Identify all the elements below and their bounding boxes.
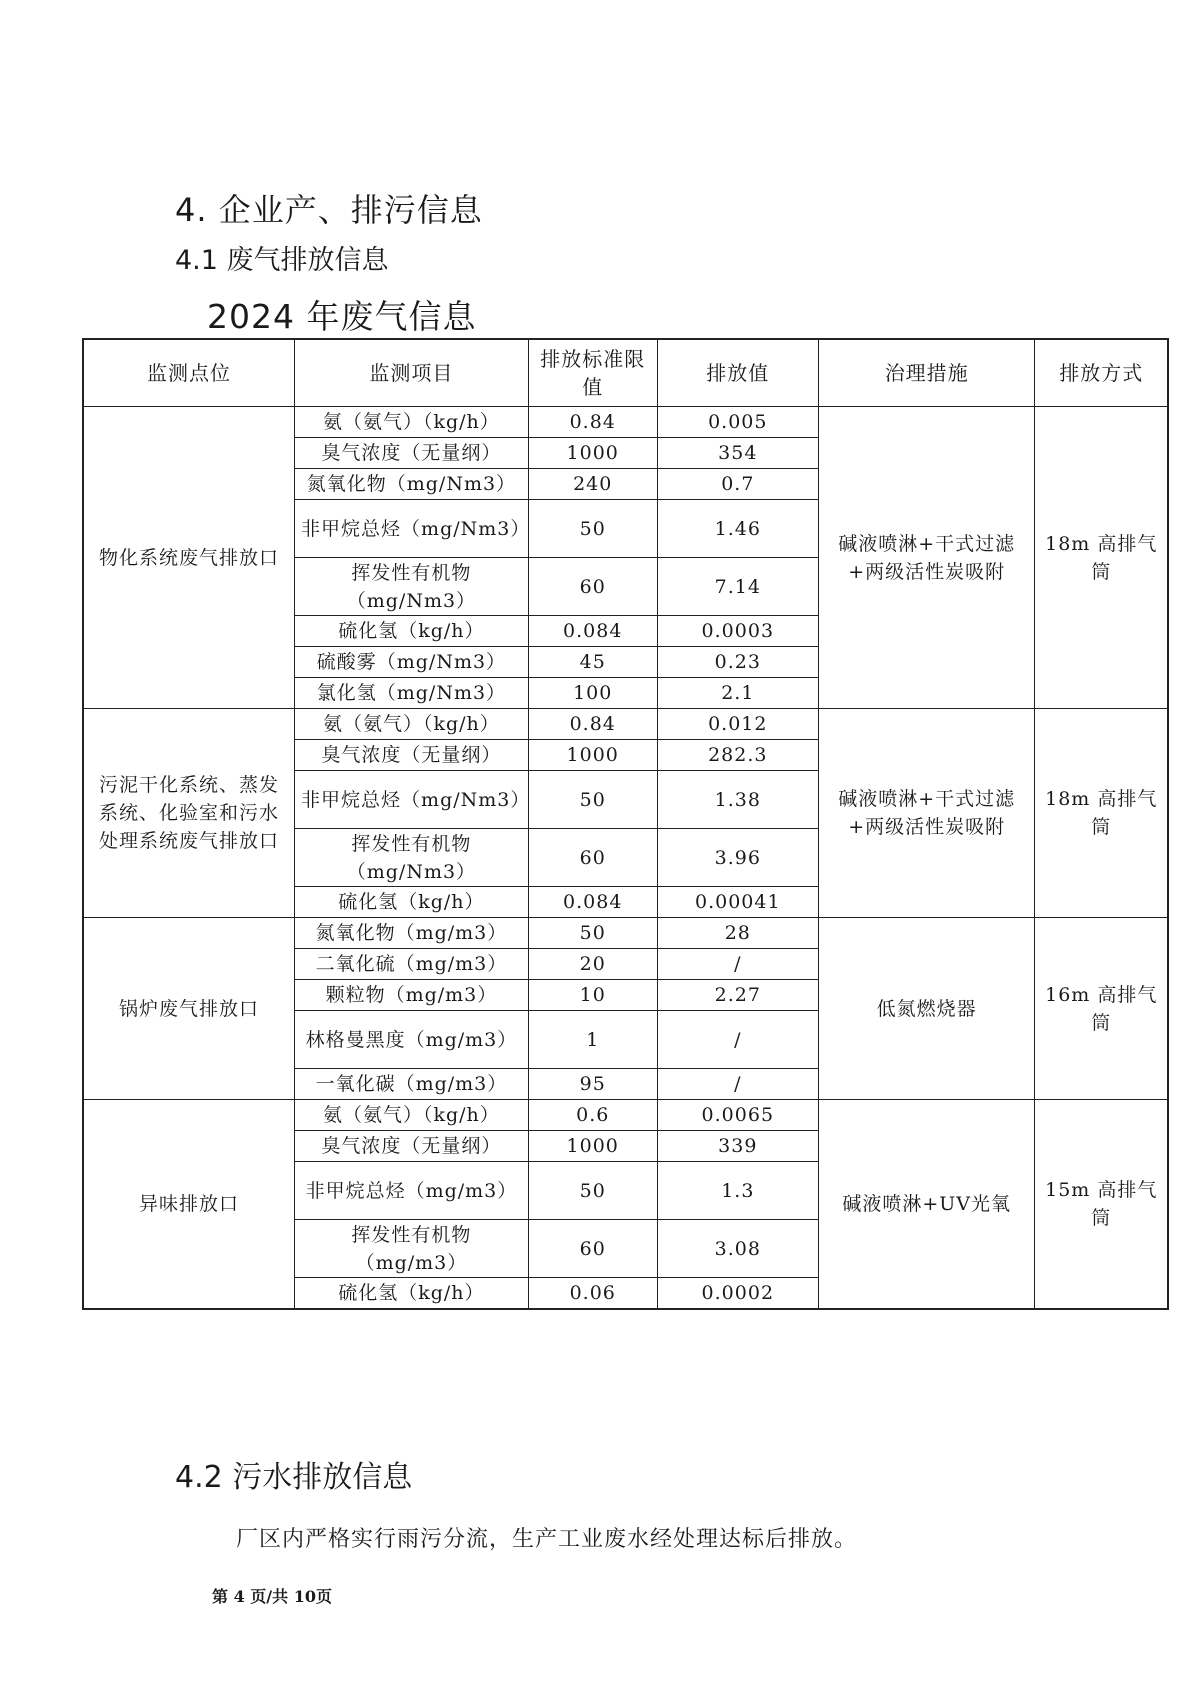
value-cell: 0.7 <box>657 469 818 500</box>
measure-cell: 碱液喷淋+干式过滤+两级活性炭吸附 <box>818 407 1035 709</box>
table-row <box>83 1100 1168 1131</box>
wastewater-text: 厂区内严格实行雨污分流，生产工业废水经处理达标后排放。 <box>236 1527 858 1552</box>
limit-cell: 50 <box>528 1162 657 1220</box>
limit-cell: 0.084 <box>528 616 657 647</box>
value-cell: 2.27 <box>657 980 818 1011</box>
value-cell: 0.23 <box>657 647 818 678</box>
value-cell: 0.0003 <box>657 616 818 647</box>
item-cell: 二氧化硫（mg/m3） <box>295 949 529 980</box>
limit-cell: 0.84 <box>528 709 657 740</box>
item-cell: 硫化氢（kg/h） <box>295 1278 529 1309</box>
subsection-title: 4.1 废气排放信息 <box>175 245 389 276</box>
limit-cell: 60 <box>528 1220 657 1278</box>
limit-cell: 50 <box>528 771 657 829</box>
point-cell: 异味排放口 <box>83 1100 295 1309</box>
page-footer: 第 4 页/共 10页 <box>212 1587 332 1606</box>
point-cell: 锅炉废气排放口 <box>83 918 295 1100</box>
table-row <box>83 918 1168 949</box>
item-cell: 硫化氢（kg/h） <box>295 616 529 647</box>
limit-cell: 240 <box>528 469 657 500</box>
table-row <box>83 709 1168 740</box>
item-cell: 氮氧化物（mg/m3） <box>295 918 529 949</box>
item-cell: 臭气浓度（无量纲） <box>295 438 529 469</box>
limit-cell: 45 <box>528 647 657 678</box>
item-cell: 挥发性有机物（mg/m3） <box>295 1220 529 1278</box>
item-cell: 挥发性有机物（mg/Nm3） <box>295 558 529 616</box>
method-cell: 15m 高排气筒 <box>1035 1100 1168 1309</box>
value-cell: 3.96 <box>657 829 818 887</box>
header-measure: 治理措施 <box>818 339 1035 407</box>
item-cell: 林格曼黑度（mg/m3） <box>295 1011 529 1069</box>
item-cell: 氯化氢（mg/Nm3） <box>295 678 529 709</box>
section-title: 4. 企业产、排污信息 <box>175 191 483 229</box>
value-cell: 7.14 <box>657 558 818 616</box>
item-cell: 氨（氨气）（kg/h） <box>295 709 529 740</box>
limit-cell: 0.84 <box>528 407 657 438</box>
table-row <box>83 407 1168 438</box>
value-cell: 354 <box>657 438 818 469</box>
value-cell: / <box>657 949 818 980</box>
value-cell: 3.08 <box>657 1220 818 1278</box>
limit-cell: 60 <box>528 558 657 616</box>
header-value: 排放值 <box>657 339 818 407</box>
measure-cell: 低氮燃烧器 <box>818 918 1035 1100</box>
value-cell: 0.0002 <box>657 1278 818 1309</box>
item-cell: 硫酸雾（mg/Nm3） <box>295 647 529 678</box>
header-item: 监测项目 <box>295 339 529 407</box>
value-cell: 0.0065 <box>657 1100 818 1131</box>
limit-cell: 1000 <box>528 438 657 469</box>
value-cell: 0.005 <box>657 407 818 438</box>
item-cell: 挥发性有机物（mg/Nm3） <box>295 829 529 887</box>
value-cell: / <box>657 1011 818 1069</box>
item-cell: 氮氧化物（mg/Nm3） <box>295 469 529 500</box>
value-cell: 1.46 <box>657 500 818 558</box>
method-cell: 18m 高排气筒 <box>1035 407 1168 709</box>
limit-cell: 20 <box>528 949 657 980</box>
limit-cell: 10 <box>528 980 657 1011</box>
limit-cell: 95 <box>528 1069 657 1100</box>
value-cell: 1.38 <box>657 771 818 829</box>
item-cell: 一氧化碳（mg/m3） <box>295 1069 529 1100</box>
limit-cell: 100 <box>528 678 657 709</box>
item-cell: 硫化氢（kg/h） <box>295 887 529 918</box>
item-cell: 非甲烷总烃（mg/Nm3） <box>295 771 529 829</box>
item-cell: 臭气浓度（无量纲） <box>295 740 529 771</box>
header-method: 排放方式 <box>1035 339 1168 407</box>
method-cell: 18m 高排气筒 <box>1035 709 1168 918</box>
item-cell: 颗粒物（mg/m3） <box>295 980 529 1011</box>
item-cell: 非甲烷总烃（mg/Nm3） <box>295 500 529 558</box>
limit-cell: 60 <box>528 829 657 887</box>
limit-cell: 1000 <box>528 740 657 771</box>
item-cell: 氨（氨气）（kg/h） <box>295 407 529 438</box>
value-cell: 0.012 <box>657 709 818 740</box>
emission-table <box>82 338 1169 1310</box>
table-title: 2024 年废气信息 <box>207 297 477 336</box>
value-cell: 2.1 <box>657 678 818 709</box>
value-cell: 282.3 <box>657 740 818 771</box>
point-cell: 物化系统废气排放口 <box>83 407 295 709</box>
measure-cell: 碱液喷淋+UV光氧 <box>818 1100 1035 1309</box>
value-cell: 339 <box>657 1131 818 1162</box>
value-cell: 28 <box>657 918 818 949</box>
header-point: 监测点位 <box>83 339 295 407</box>
limit-cell: 0.6 <box>528 1100 657 1131</box>
limit-cell: 0.084 <box>528 887 657 918</box>
value-cell: 1.3 <box>657 1162 818 1220</box>
wastewater-title: 4.2 污水排放信息 <box>175 1460 413 1495</box>
header-limit: 排放标准限值 <box>528 339 657 407</box>
measure-cell: 碱液喷淋+干式过滤+两级活性炭吸附 <box>818 709 1035 918</box>
method-cell: 16m 高排气筒 <box>1035 918 1168 1100</box>
item-cell: 臭气浓度（无量纲） <box>295 1131 529 1162</box>
value-cell: 0.00041 <box>657 887 818 918</box>
item-cell: 非甲烷总烃（mg/m3） <box>295 1162 529 1220</box>
item-cell: 氨（氨气）（kg/h） <box>295 1100 529 1131</box>
limit-cell: 50 <box>528 918 657 949</box>
limit-cell: 50 <box>528 500 657 558</box>
limit-cell: 1 <box>528 1011 657 1069</box>
limit-cell: 1000 <box>528 1131 657 1162</box>
value-cell: / <box>657 1069 818 1100</box>
limit-cell: 0.06 <box>528 1278 657 1309</box>
point-cell: 污泥干化系统、蒸发系统、化验室和污水处理系统废气排放口 <box>83 709 295 918</box>
